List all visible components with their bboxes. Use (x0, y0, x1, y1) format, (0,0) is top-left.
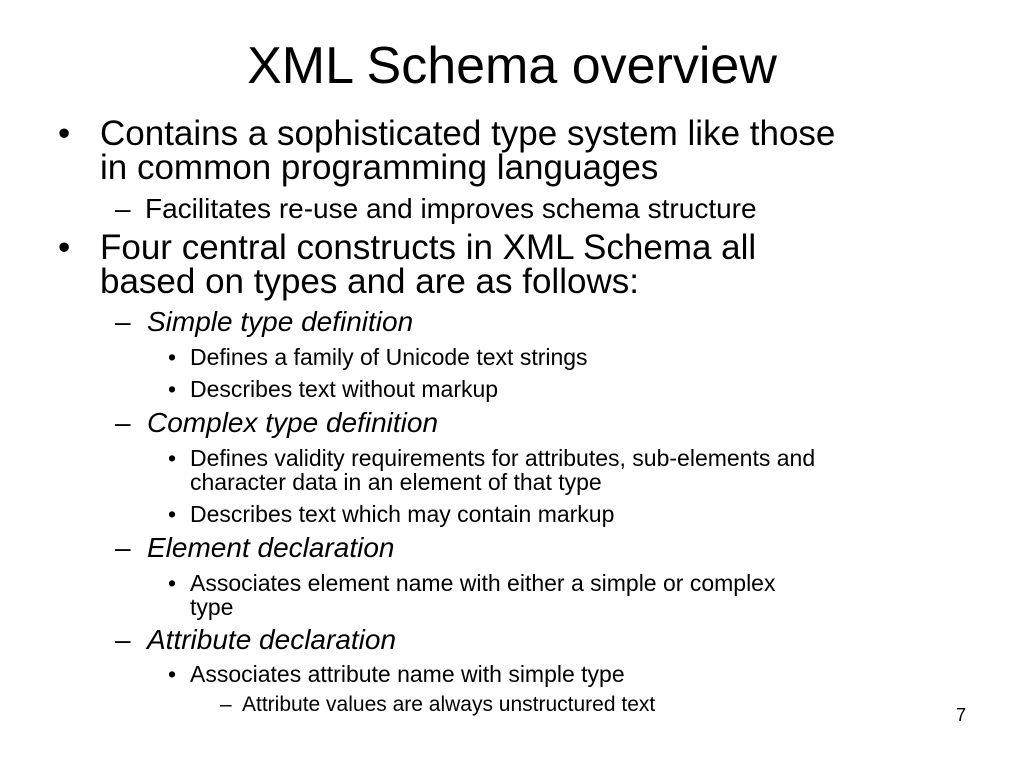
sub-item-simple-type (147, 307, 413, 337)
sub-item-text: Element declaration (147, 532, 395, 563)
detail-item-validity (190, 446, 815, 494)
detail-text: character data in an element of that type (190, 469, 602, 495)
bullet-glyph: • (168, 344, 177, 370)
slide-number: 7 (955, 705, 966, 725)
sub-item-element-declaration (147, 533, 394, 563)
dash-glyph: – (115, 193, 131, 224)
detail-item-unstructured (242, 694, 655, 716)
detail-item-no-markup (190, 377, 498, 401)
dash-glyph: – (115, 624, 131, 655)
bullet-glyph: • (168, 445, 177, 471)
dash-glyph: – (115, 407, 131, 438)
bullet-text-line: Contains a sophisticated type system like those (100, 114, 836, 153)
detail-item-markup (190, 502, 614, 526)
bullet-text-line: based on types and are as follows: (100, 262, 639, 301)
detail-text: Associates element name with either a simple or complex (190, 570, 776, 596)
sub-item-reuse (145, 194, 757, 224)
bullet-glyph: • (58, 228, 71, 267)
detail-text: Attribute values are always unstructured text (242, 693, 656, 716)
sub-item-text: Complex type definition (147, 407, 439, 438)
bullet-glyph: • (168, 376, 177, 402)
bullet-glyph: • (58, 114, 71, 153)
dash-glyph: – (115, 532, 131, 563)
sub-item-attribute-declaration (147, 625, 396, 655)
dash-glyph: – (115, 306, 131, 337)
sub-item-text: Facilitates re-use and improves schema structure (145, 193, 757, 224)
slide-title: XML Schema overview (247, 37, 777, 95)
bullet-glyph: • (168, 501, 177, 527)
detail-item-element-name (190, 571, 775, 619)
detail-item-attribute-name (190, 662, 625, 686)
detail-text: Defines a family of Unicode text strings (190, 344, 588, 370)
bullet-item-type-system (100, 114, 836, 187)
detail-text: Associates attribute name with simple type (190, 661, 625, 687)
sub-item-text: Simple type definition (147, 306, 414, 337)
bullet-glyph: • (168, 661, 177, 687)
sub-item-complex-type (147, 408, 438, 438)
detail-item-unicode (190, 345, 588, 369)
bullet-item-four-constructs (100, 228, 757, 301)
detail-text: Defines validity requirements for attributes, sub-elements and (190, 445, 816, 471)
detail-text: Describes text which may contain markup (190, 501, 615, 527)
bullet-text-line: in common programming languages (100, 148, 659, 187)
detail-text: Describes text without markup (190, 376, 499, 402)
bullet-glyph: • (168, 570, 177, 596)
detail-text: type (190, 594, 234, 620)
dash-glyph: – (220, 693, 232, 716)
sub-item-text: Attribute declaration (147, 624, 397, 655)
bullet-text-line: Four central constructs in XML Schema all (100, 228, 757, 267)
